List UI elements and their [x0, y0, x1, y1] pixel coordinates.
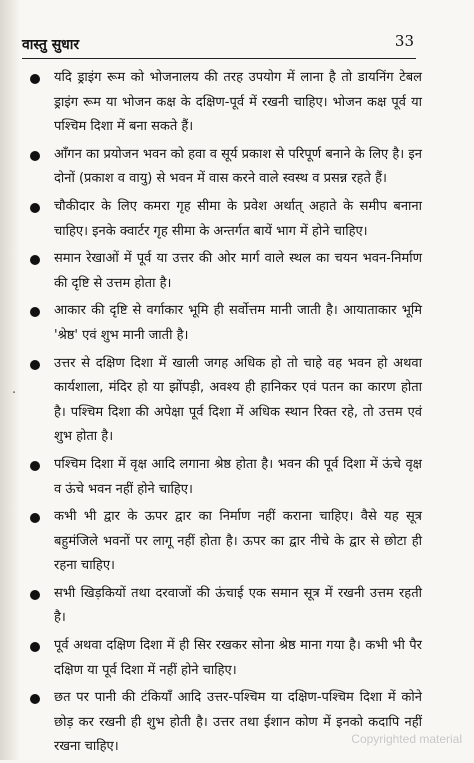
list-item [26, 195, 422, 244]
bullet-icon [30, 642, 40, 652]
list-item-text: समान रेखाओं में पूर्व या उत्तर की ओर मार्ग वाले स्थल का चयन भवन-निर्माण की दृष्टि से उत्तम होता है। [54, 251, 422, 291]
list-item [26, 453, 422, 502]
list-item [26, 352, 422, 450]
page-gutter-shadow [0, 0, 20, 760]
list-item-text: यदि ड्राइंग रूम को भोजनालय की तरह उपयोग में लाना है तो डायनिंग टेबल ड्राइंग रूम या भोजन कक्ष के दक्षिण-पूर्व में रखनी चाहिए। भोजन कक्ष पूर्व या पश्चिम दिशा में बना सकते हैं। [54, 70, 422, 135]
bullet-icon [30, 461, 40, 471]
list-item-text: छत पर पानी की टंकियाँ आदि उत्तर-पश्चिम या दक्षिण-पश्चिम दिशा में कोने छोड़ कर रखनी ही शुभ होती है। उत्तर तथा ईशान कोण में इनको कदापि नहीं रखना चाहिए। [54, 690, 422, 755]
list-item [26, 505, 422, 579]
bullet-icon [30, 151, 40, 161]
list-item [26, 634, 422, 683]
bullet-icon [30, 694, 40, 704]
list-item [26, 247, 422, 296]
bullet-icon [30, 513, 40, 523]
list-item-text: पश्चिम दिशा में वृक्ष आदि लगाना श्रेष्ठ होता है। भवन की पूर्व दिशा में ऊंचे वृक्ष व ऊंचे भवन नहीं होने चाहिए। [54, 456, 422, 497]
bullet-icon [30, 74, 40, 84]
running-head: वास्तु सुधार [22, 37, 80, 53]
bullet-icon [30, 203, 40, 213]
bullet-icon [30, 307, 40, 317]
list-item-text: कभी भी द्वार के ऊपर द्वार का निर्माण नहीं कराना चाहिए। वैसे यह सूत्र बहुमंजिले भवनों पर लागू नहीं होता है। ऊपर का द्वार नीचे के द्वार से छोटा ही रहना चाहिए। [54, 509, 422, 574]
header-rule [22, 58, 416, 59]
bullet-icon [30, 590, 40, 600]
list-item [26, 66, 422, 140]
list-item [26, 299, 422, 348]
margin-mark: . [12, 382, 17, 397]
copyright-watermark: Copyrighted material [351, 732, 462, 746]
list-item-text: चौकीदार के लिए कमरा गृह सीमा के प्रवेश अर्थात् अहाते के समीप बनाना चाहिए। इनके क्वार्टर गृह सीमा के अन्तर्गत बायें भाग में होने चाहिए। [54, 198, 422, 239]
list-item [26, 686, 422, 760]
list-item-text: सभी खिड़कियों तथा दरवाजों की ऊंचाई एक समान सूत्र में रखनी उत्तम रहती है। [54, 585, 422, 626]
bullet-icon [30, 255, 40, 265]
page-number: 33 [394, 32, 414, 50]
bullet-list [26, 66, 422, 763]
page-header [22, 30, 414, 58]
list-item [26, 582, 422, 631]
list-item [26, 143, 422, 192]
list-item-text: आकार की दृष्टि से वर्गाकार भूमि ही सर्वोत्तम मानी जाती है। आयाताकार भूमि 'श्रेष्ठ' एवं शुभ मानी जाती है। [54, 303, 422, 343]
list-item-text: आँगन का प्रयोजन भवन को हवा व सूर्य प्रकाश से परिपूर्ण बनाने के लिए है। इन दोनों (प्रकाश व वायु) से भवन में वास करने वाले स्वस्थ व प्रसन्न रहते हैं। [54, 146, 422, 187]
bullet-icon [30, 360, 40, 370]
list-item-text: पूर्व अथवा दक्षिण दिशा में ही सिर रखकर सोना श्रेष्ठ माना गया है। कभी भी पैर दक्षिण या पूर्व दिशा में नहीं होने चाहिए। [54, 638, 422, 678]
list-item-text: उत्तर से दक्षिण दिशा में खाली जगह अधिक हो तो चाहे वह भवन हो अथवा कार्यशाला, मंदिर हो या झोंपड़ी, अवश्य ही हानिकर एवं पतन का कारण होता है। पश्चिम दिशा की अपेक्षा पूर्व दिशा में अधिक स्थान रिक्त रहे, तो उत्तम एवं शुभ होता है। [54, 355, 422, 445]
